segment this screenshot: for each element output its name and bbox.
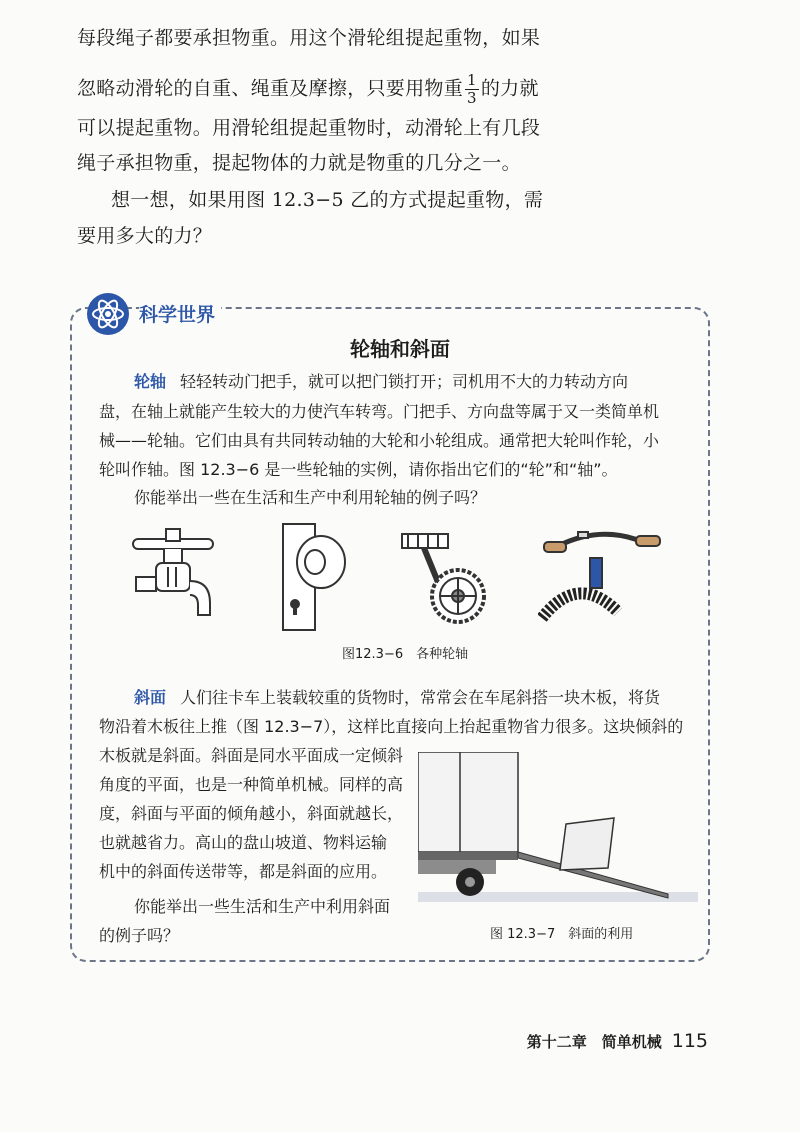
cargo-box — [560, 818, 614, 870]
intro-line-2 — [77, 72, 539, 107]
fraction-denominator: 3 — [467, 89, 477, 107]
fraction-numerator: 1 — [467, 71, 477, 89]
wheel-axle-line-1-text: 轻轻转动门把手，就可以把门锁打开；司机用不大的力转动方向 — [180, 372, 629, 391]
wheel-axle-line-2: 盘，在轴上就能产生较大的力使汽车转弯。门把手、方向盘等属于又一类简单机 — [99, 402, 660, 421]
bicycle-pedal-illustration — [398, 520, 498, 628]
truck-ramp-illustration — [418, 752, 698, 902]
intro-line-2-post: 的力就 — [480, 77, 539, 100]
wheel-axle-line-1 — [134, 371, 628, 393]
intro-line-6: 要用多大的力？ — [77, 225, 213, 247]
wheel-axle-line-4: 轮叫作轴。图 12.3−6 是一些轮轴的实例，请你指出它们的“轮”和“轴”。 — [99, 460, 618, 479]
truck-cargo-box — [418, 752, 518, 852]
intro-line-1: 每段绳子都要承担物重。用这个滑轮组提起重物，如果 — [77, 27, 541, 49]
incline-line-7: 机中的斜面传送带等，都是斜面的应用。 — [99, 862, 388, 881]
intro-line-4: 绳子承担物重，提起物体的力就是物重的几分之一。 — [77, 152, 521, 174]
page-footer — [527, 1030, 708, 1052]
incline-line-9: 的例子吗？ — [99, 926, 180, 945]
wheel-axle-line-5: 你能举出一些在生活和生产中利用轮轴的例子吗？ — [134, 488, 487, 507]
wheel-axle-keyword: 轮轴 — [134, 372, 167, 391]
intro-line-5: 想一想，如果用图 12.3−5 乙的方式提起重物，需 — [111, 189, 544, 211]
incline-line-1 — [134, 687, 660, 709]
incline-keyword: 斜面 — [134, 688, 167, 707]
figure-12-3-6-caption: 图12.3−6 各种轮轴 — [342, 647, 469, 662]
door-knob-illustration — [275, 522, 355, 632]
incline-line-5: 度，斜面与平面的倾角越小，斜面就越长， — [99, 804, 404, 823]
incline-line-3: 木板就是斜面。斜面是同水平面成一定倾斜 — [99, 746, 404, 765]
chapter-title: 第十二章 简单机械 — [526, 1033, 662, 1051]
bicycle-handlebar-illustration — [538, 522, 668, 630]
one-third-fraction — [465, 72, 479, 107]
wheel-axle-line-3: 械——轮轴。它们由具有共同转动轴的大轮和小轮组成。通常把大轮叫作轮，小 — [99, 431, 660, 450]
atom-icon — [86, 292, 130, 336]
intro-line-3: 可以提起重物。用滑轮组提起重物时，动滑轮上有几段 — [77, 117, 541, 139]
box-title: 轮轴和斜面 — [350, 337, 450, 361]
section-label: 科学世界 — [139, 300, 221, 327]
intro-line-2-pre: 忽略动滑轮的自重、绳重及摩擦，只要用物重 — [77, 77, 464, 100]
incline-line-8: 你能举出一些生活和生产中利用斜面 — [134, 897, 391, 916]
incline-line-4: 角度的平面，也是一种简单机械。同样的高 — [99, 775, 404, 794]
page-number: 115 — [671, 1030, 708, 1052]
incline-line-2: 物沿着木板往上推（图 12.3−7），这样比直接向上抬起重物省力很多。这块倾斜的 — [99, 717, 684, 736]
figure-12-3-7-caption: 图 12.3−7 斜面的利用 — [490, 927, 634, 942]
incline-line-6: 也就越省力。高山的盘山坡道、物料运输 — [99, 833, 388, 852]
faucet-illustration — [128, 525, 218, 625]
incline-line-1-text: 人们往卡车上装载较重的货物时，常常会在车尾斜搭一块木板，将货 — [180, 688, 661, 707]
